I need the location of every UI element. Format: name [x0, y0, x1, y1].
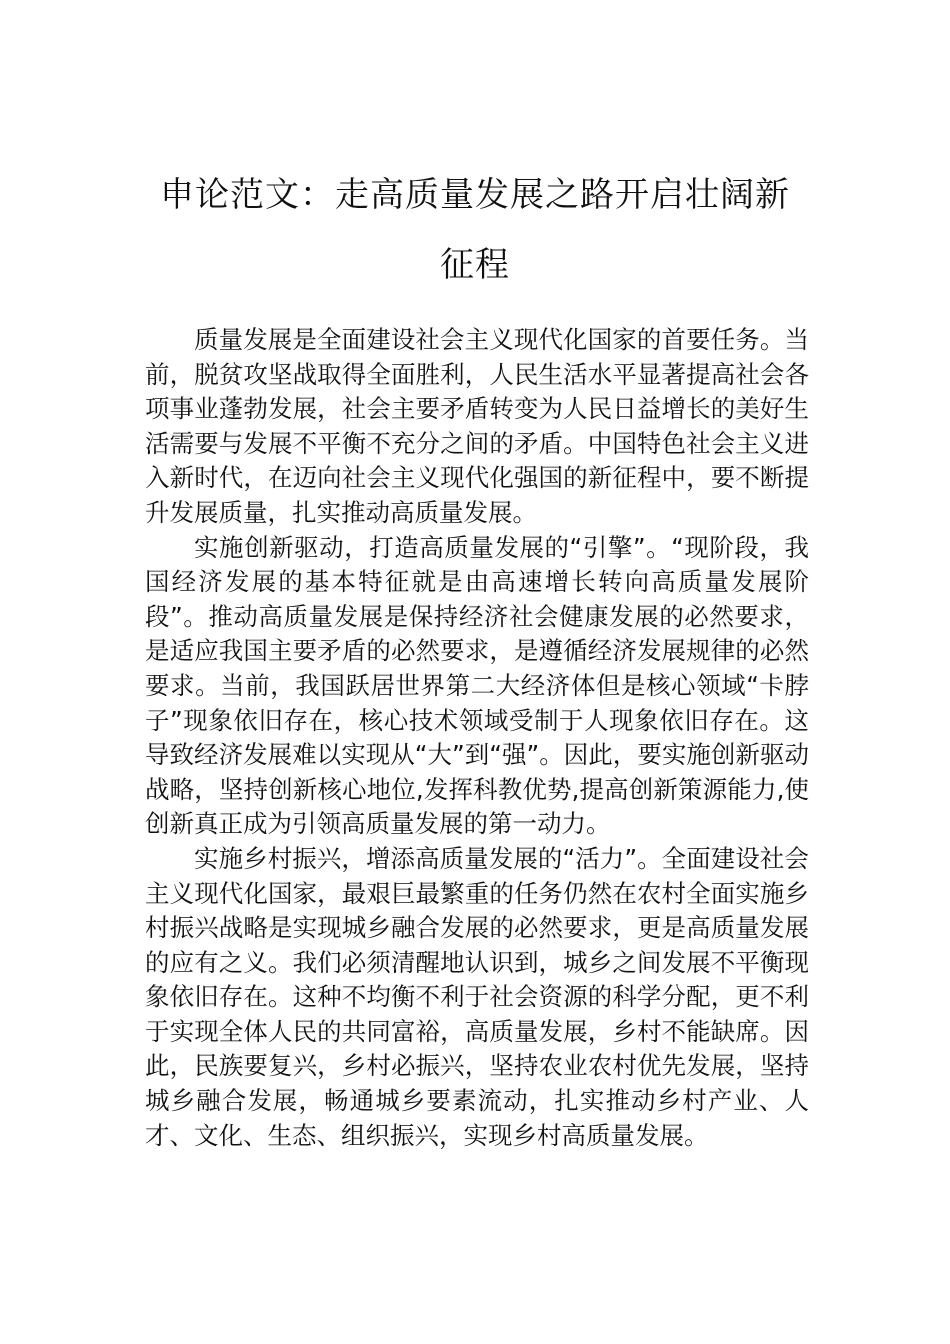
- document-body: [145, 323, 809, 1153]
- paragraph-intro: 质量发展是全面建设社会主义现代化国家的首要任务。当前，脱贫攻坚战取得全面胜利，人民生活水平显著提高社会各项事业蓬勃发展，社会主要矛盾转变为人民日益增长的美好生活需要与发展不平衡不充分之间的矛盾。中国特色社会主义进入新时代，在迈向社会主义现代化强国的新征程中，要不断提升发展质量，扎实推动高质量发展。: [145, 325, 809, 527]
- paragraph-innovation: 实施创新驱动，打造高质量发展的“引擎”。“现阶段，我国经济发展的基本特征就是由高速增长转向高质量发展阶段”。推动高质量发展是保持经济社会健康发展的必然要求，是适应我国主要矛盾的必然要求，是遵循经济发展规律的必然要求。当前，我国跃居世界第二大经济体但是核心领域“卡脖子”现象依旧存在，核心技术领域受制于人现象依旧存在。这导致经济发展难以实现从“大”到“强”。因此，要实施创新驱动战略，坚持创新核心地位,发挥科教优势,提高创新策源能力,使创新真正成为引领高质量发展的第一动力。: [145, 532, 809, 839]
- document-title: 申论范文：走高质量发展之路开启壮阔新征程: [160, 175, 790, 285]
- paragraph-rural-revitalization: 实施乡村振兴，增添高质量发展的“活力”。全面建设社会主义现代化国家，最艰巨最繁重的任务仍然在农村全面实施乡村振兴战略是实现城乡融合发展的必然要求，更是高质量发展的应有之义。我们必须清醒地认识到，城乡之间发展不平衡现象依旧存在。这种不均衡不利于社会资源的科学分配，更不利于实现全体人民的共同富裕，高质量发展，乡村不能缺席。因此，民族要复兴，乡村必振兴，坚持农业农村优先发展，坚持城乡融合发展，畅通城乡要素流动，扎实推动乡村产业、人才、文化、生态、组织振兴，实现乡村高质量发展。: [145, 843, 809, 1150]
